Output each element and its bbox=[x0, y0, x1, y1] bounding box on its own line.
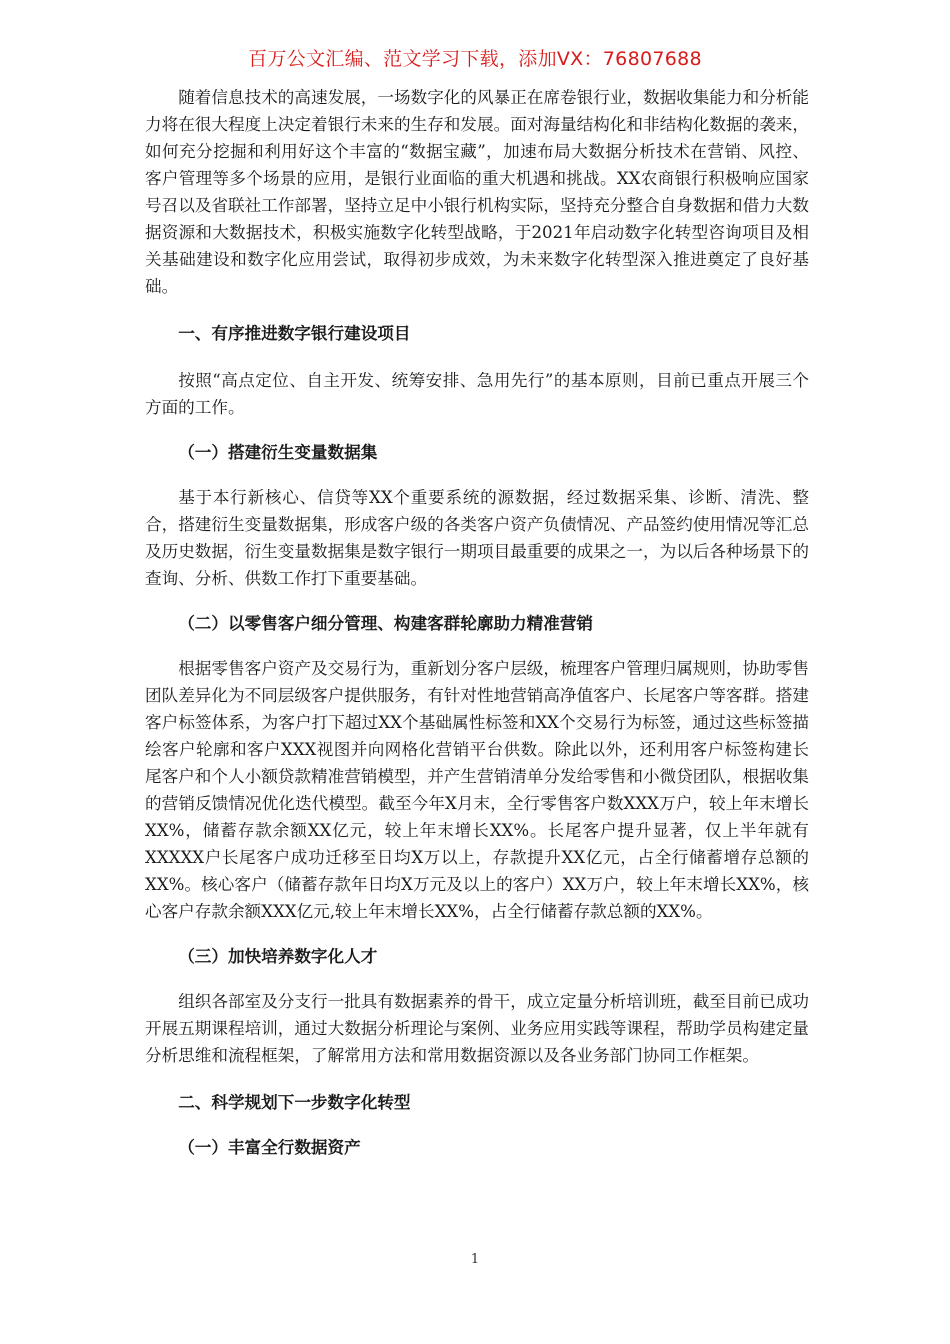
subsection-1-2-heading: （二）以零售客户细分管理、构建客群轮廓助力精准营销 bbox=[178, 614, 594, 633]
subsection-1-1-text: 基于本行新核心、信贷等XX个重要系统的源数据，经过数据采集、诊断、清洗、整合，搭建衍生变量数据集，形成客户级的各类客户资产负债情况、产品签约使用情况等汇总及历史数据，衍生变量数据集是数字银行一期项目最重要的成果之一，为以后各种场景下的查询、分析、供数工作打下重要基础。 bbox=[145, 488, 809, 588]
page-number: 1 bbox=[470, 1252, 480, 1267]
section-1-heading: 一、有序推进数字银行建设项目 bbox=[178, 324, 411, 343]
document-body bbox=[145, 84, 809, 1161]
section-2-heading: 二、科学规划下一步数字化转型 bbox=[178, 1093, 411, 1112]
section-1-intro: 按照“高点定位、自主开发、统筹安排、急用先行”的基本原则，目前已重点开展三个方面的工作。 bbox=[145, 371, 809, 417]
subsection-1-3-heading: （三）加快培养数字化人才 bbox=[178, 947, 378, 966]
subsection-2-1-heading: （一）丰富全行数据资产 bbox=[178, 1138, 361, 1157]
subsection-1-2-text: 根据零售客户资产及交易行为，重新划分客户层级，梳理客户管理归属规则，协助零售团队差异化为不同层级客户提供服务，有针对性地营销高净值客户、长尾客户等客群。搭建客户标签体系，为客户打下超过XX个基础属性标签和XX个交易行为标签，通过这些标签描绘客户轮廓和客户XXX视图并向网格化营销平台供数。除此以外，还利用客户标签构建长尾客户和个人小额贷款精准营销模型，并产生营销清单分发给零售和小微贷团队，根据收集的营销反馈情况优化迭代模型。截至今年X月末，全行零售客户数XXX万户，较上年末增长XX%，储蓄存款余额XX亿元，较上年末增长XX%。长尾客户提升显著，仅上半年就有XXXXX户长尾客户成功迁移至日均X万以上，存款提升XX亿元，占全行储蓄增存总额的XX%。核心客户（储蓄存款年日均X万元及以上的客户）XX万户，较上年末增长XX%，核心客户存款余额XXX亿元,较上年末增长XX%，占全行储蓄存款总额的XX%。 bbox=[145, 659, 809, 921]
promo-banner: 百万公文汇编、范文学习下载，添加VX：76807688 bbox=[248, 48, 702, 70]
subsection-1-1-heading: （一）搭建衍生变量数据集 bbox=[178, 443, 378, 462]
intro-paragraph: 随着信息技术的高速发展，一场数字化的风暴正在席卷银行业，数据收集能力和分析能力将在很大程度上决定着银行未来的生存和发展。面对海量结构化和非结构化数据的袭来，如何充分挖掘和利用好这个丰富的“数据宝藏”，加速布局大数据分析技术在营销、风控、客户管理等多个场景的应用，是银行业面临的重大机遇和挑战。XX农商银行积极响应国家号召以及省联社工作部署，坚持立足中小银行机构实际，坚持充分整合自身数据和借力大数据资源和大数据技术，积极实施数字化转型战略，于2021年启动数字化转型咨询项目及相关基础建设和数字化应用尝试，取得初步成效，为未来数字化转型深入推进奠定了良好基础。 bbox=[145, 88, 809, 296]
subsection-1-3-text: 组织各部室及分支行一批具有数据素养的骨干，成立定量分析培训班，截至目前已成功开展五期课程培训，通过大数据分析理论与案例、业务应用实践等课程，帮助学员构建定量分析思维和流程框架，了解常用方法和常用数据资源以及各业务部门协同工作框架。 bbox=[145, 992, 809, 1065]
